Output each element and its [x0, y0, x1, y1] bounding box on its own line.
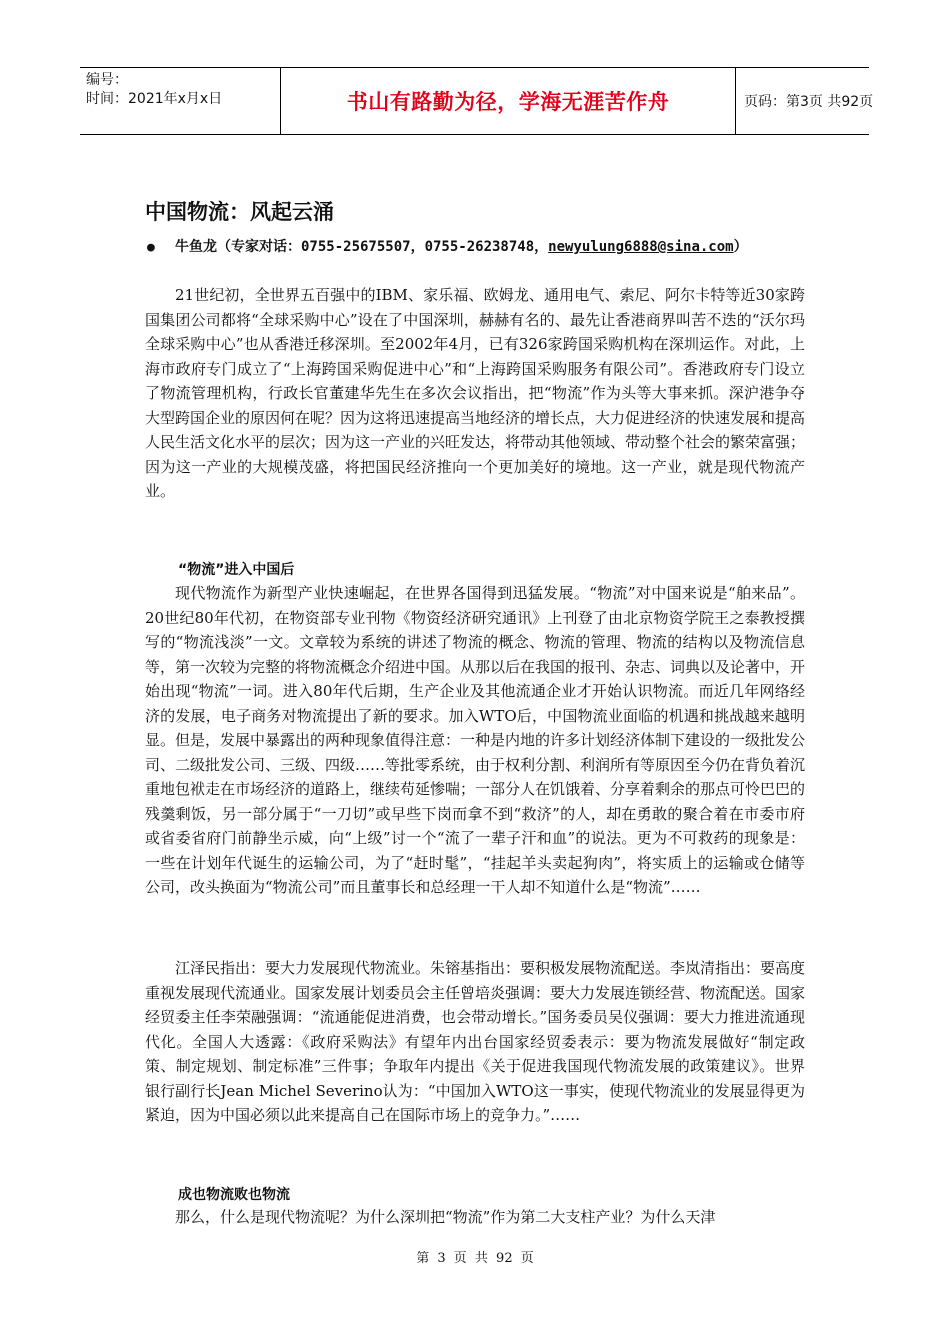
intro-paragraph: 21世纪初，全世界五百强中的IBM、家乐福、欧姆龙、通用电气、索尼、阿尔卡特等近30家跨国集团公司都将“全球采购中心”设在了中国深圳，赫赫有名的、最先让香港商界叫苦不迭的“沃尔玛全球采购中心”也从香港迁移深圳。至2002年4月，已有326家跨国采购机构在深圳运作。对此，上海市政府专门成立了“上海跨国采购促进中心”和“上海跨国采购服务有限公司”。香港政府专门设立了物流管理机构，行政长官董建华先生在多次会议指出，把“物流”作为头等大事来抓。深沪港争夺大型跨国企业的原因何在呢？因为这将迅速提高当地经济的增长点，大力促进经济的快速发展和提高人民生活文化水平的层次；因为这一产业的兴旺发达，将带动其他领域、带动整个社会的繁荣富强；因为这一产业的大规模茂盛，将把国民经济推向一个更加美好的境地。这一产业，就是现代物流产业。	[145, 286, 806, 500]
author-line	[147, 236, 748, 256]
article-title: 中国物流：风起云涌	[145, 200, 334, 224]
header-page-info: 页码：第3页 共92页	[744, 94, 874, 110]
bullet-icon: ●	[147, 240, 155, 255]
section2-paragraph-1: 那么，什么是现代物流呢？为什么深圳把“物流”作为第二大支柱产业？为什么天津	[175, 1208, 716, 1226]
header-motto: 书山有路勤为径，学海无涯苦作舟	[281, 68, 736, 134]
section-heading-success-failure: 成也物流败也物流	[178, 1187, 290, 1203]
page-header	[80, 67, 874, 135]
author-info-end: ）	[733, 239, 748, 255]
header-number-label: 编号：	[86, 72, 128, 88]
section-heading-wuliu: “物流”进入中国后	[178, 562, 295, 578]
author-email-link[interactable]: newyulung6888@sina.com	[548, 239, 734, 255]
section1-paragraph-2: 江泽民指出：要大力发展现代物流业。朱镕基指出：要积极发展物流配送。李岚清指出：要高度重视发展现代流通业。国家发展计划委员会主任曾培炎强调：要大力发展连锁经营、物流配送。国家经贸委主任李荣融强调：“流通能促进消费，也会带动增长。”国务委员吴仪强调：要大力推进流通现代化。全国人大透露：《政府采购法》有望年内出台国家经贸委表示：要为物流发展做好“制定政策、制定规划、制定标准”三件事；争取年内提出《关于促进我国现代物流发展的政策建议》。世界银行副行长Jean Michel Severino认为：“中国加入WTO这一事实，使现代物流业的发展显得更为紧迫，因为中国必须以此来提高自己在国际市场上的竞争力。”……	[145, 959, 806, 1124]
header-meta-cell	[80, 68, 281, 134]
author-info: 牛鱼龙（专家对话：0755-25675507，0755-26238748，	[175, 239, 549, 255]
header-time-label: 时间：2021年x月x日	[86, 91, 223, 107]
page-footer: 第 3 页 共 92 页	[416, 1251, 534, 1266]
section1-paragraph-1: 现代物流作为新型产业快速崛起，在世界各国得到迅猛发展。“物流”对中国来说是“舶来品”。20世纪80年代初，在物资部专业刊物《物资经济研究通讯》上刊登了由北京物资学院王之泰教授撰写的“物流浅淡”一文。文章较为系统的讲述了物流的概念、物流的管理、物流的结构以及物流信息等，第一次较为完整的将物流概念介绍进中国。从那以后在我国的报刊、杂志、词典以及论著中，开始出现“物流”一词。进入80年代后期，生产企业及其他流通企业才开始认识物流。而近几年网络经济的发展，电子商务对物流提出了新的要求。加入WTO后，中国物流业面临的机遇和挑战越来越明显。但是，发展中暴露出的两种现象值得注意：一种是内地的许多计划经济体制下建设的一级批发公司、二级批发公司、三级、四级……等批零系统，由于权利分割、利润所有等原因至今仍在背负着沉重地包袱走在市场经济的道路上，继续苟延惨喘；一部分人在饥饿着、分享着剩余的那点可怜巴巴的残羹剩饭，另一部分属于“一刀切”或早些下岗而拿不到“救济”的人，却在勇敢的聚合着在市委市府或省委省府门前静坐示威，向“上级”讨一个“流了一辈子汗和血”的说法。更为不可救药的现象是：一些在计划年代诞生的运输公司，为了“赶时髦”，“挂起羊头卖起狗肉”，将实质上的运输或仓储等公司，改头换面为“物流公司”而且董事长和总经理一干人却不知道什么是“物流”……	[145, 584, 806, 896]
